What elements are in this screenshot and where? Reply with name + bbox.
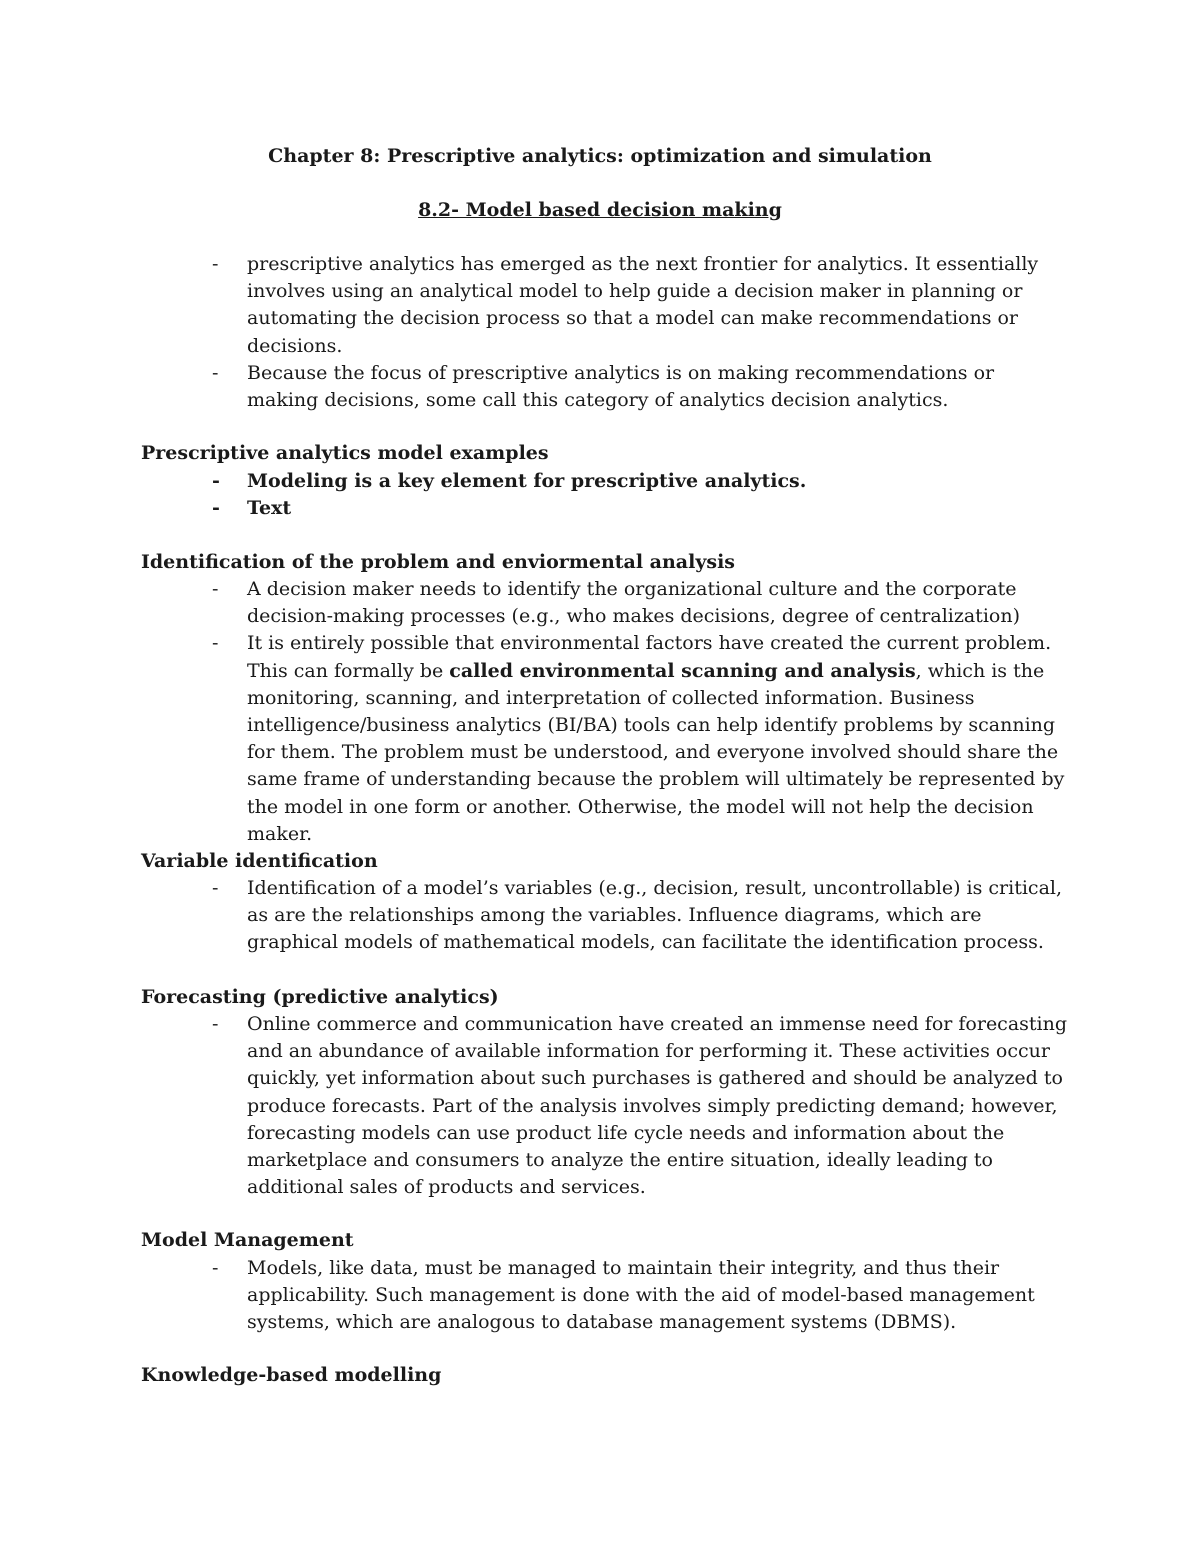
examples-heading: Prescriptive analytics model examples bbox=[141, 442, 549, 464]
model-management-bullet-list bbox=[210, 1255, 1070, 1337]
list-item: - Modeling is a key element for prescriptive analytics. bbox=[210, 468, 1070, 495]
list-item: - Because the focus of prescriptive analytics is on making recommendations or making decisions, some call this category of analytics decision analytics. bbox=[210, 360, 1070, 414]
forecasting-bullet-list bbox=[210, 1011, 1070, 1201]
bullet-text: It is entirely possible that environmental factors have created the current problem. This can formally be bbox=[247, 632, 1052, 682]
problem-bullet-list bbox=[210, 576, 1070, 848]
list-item: - Online commerce and communication have created an immense need for forecasting and an abundance of available information for performing it. These activities occur quickly, yet information about such purchases is gathered and should be analyzed to produce forecasts. Part of the analysis involves simply predicting demand; however, forecasting models can use product life cycle needs and information about the marketplace and consumers to analyze the entire situation, ideally leading to additional sales of products and services. bbox=[210, 1011, 1070, 1201]
section-subtitle: 8.2- Model based decision making bbox=[418, 199, 782, 221]
chapter-title: Chapter 8: Prescriptive analytics: optimization and simulation bbox=[268, 145, 932, 167]
list-item: - A decision maker needs to identify the organizational culture and the corporate decision-making processes (e.g., who makes decisions, degree of centralization) bbox=[210, 576, 1070, 630]
list-item: - Models, like data, must be managed to maintain their integrity, and thus their applicability. Such management is done with the aid of model-based management systems, which are analogous to database management systems (DBMS). bbox=[210, 1255, 1070, 1337]
variable-bullet-list bbox=[210, 875, 1070, 957]
model-management-heading: Model Management bbox=[141, 1229, 354, 1251]
problem-heading: Identification of the problem and enviormental analysis bbox=[141, 551, 735, 573]
intro-bullet-list bbox=[210, 251, 1070, 414]
variable-heading: Variable identification bbox=[141, 850, 378, 872]
forecasting-heading: Forecasting (predictive analytics) bbox=[141, 986, 499, 1008]
list-item bbox=[210, 630, 1070, 848]
bullet-text: , which is the monitoring, scanning, and interpretation of collected information. Business intelligence/business analytics (BI/BA) tools can help identify problems by scanning for them. The problem must be understood, and everyone involved should share the same frame of understanding because the problem will ultimately be represented by the model in one form or another. Otherwise, the model will not help the decision maker. bbox=[247, 659, 1065, 845]
knowledge-modelling-heading: Knowledge-based modelling bbox=[141, 1364, 442, 1386]
list-item: - Identification of a model’s variables (e.g., decision, result, uncontrollable) is critical, as are the relationships among the variables. Influence diagrams, which are graphical models of mathematical models, can facilitate the identification process. bbox=[210, 875, 1070, 957]
bold-term: called environmental scanning and analysis bbox=[449, 659, 916, 682]
examples-bullet-list bbox=[210, 468, 1070, 522]
list-item: - Text bbox=[210, 495, 1070, 522]
list-item: - prescriptive analytics has emerged as the next frontier for analytics. It essentially involves using an analytical model to help guide a decision maker in planning or automating the decision process so that a model can make recommendations or decisions. bbox=[210, 251, 1070, 360]
